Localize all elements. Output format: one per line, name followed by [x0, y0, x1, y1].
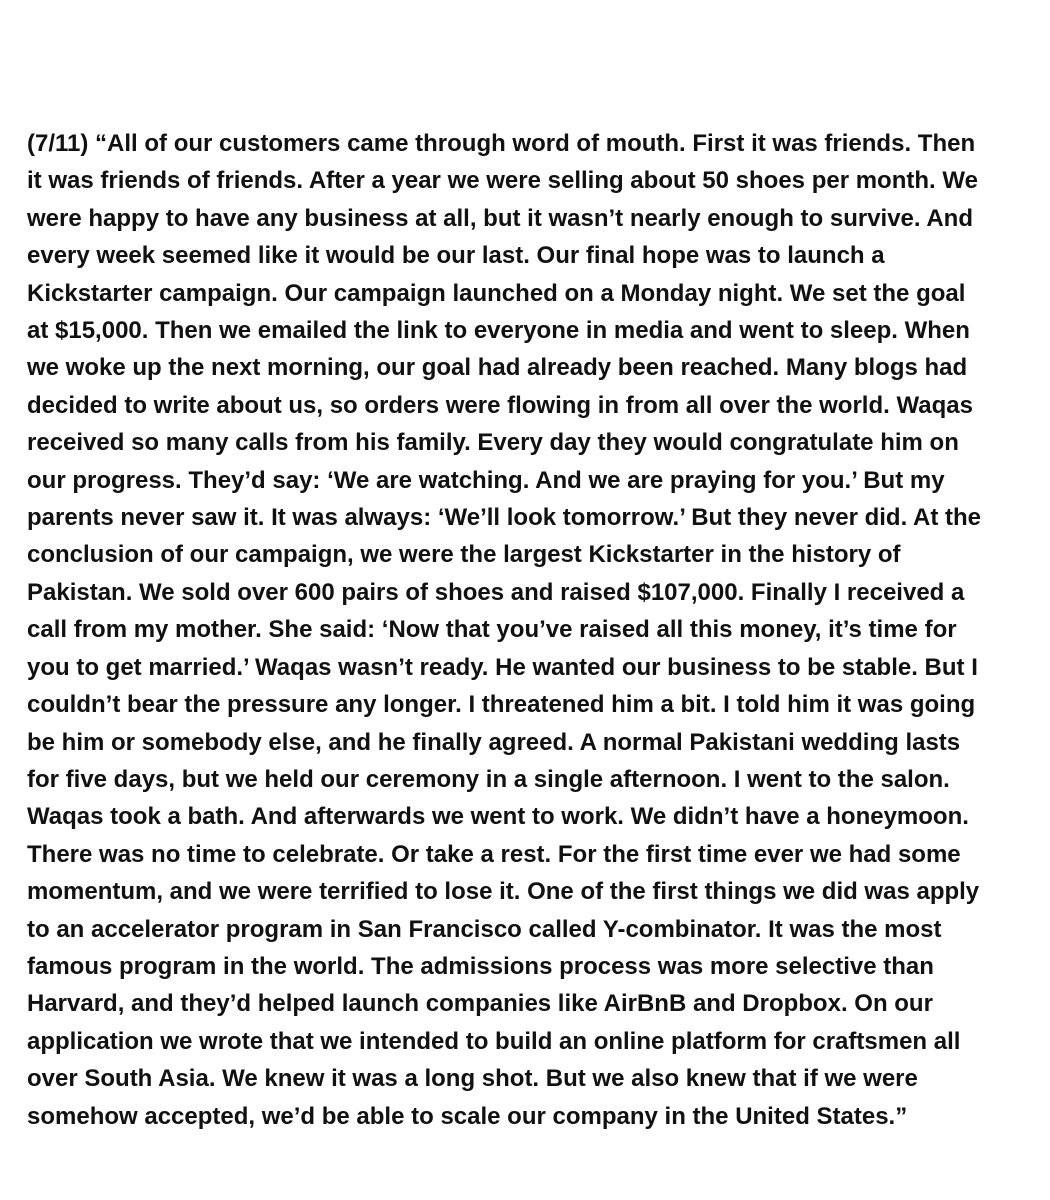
story-text: [27, 125, 1027, 1135]
story-line: parents never saw it. It was always: ‘We’ll look tomorrow.’ But they never did. At the: [27, 504, 982, 532]
story-line: There was no time to celebrate. Or take a rest. For the first time ever we had some: [27, 840, 961, 868]
story-line: were happy to have any business at all, but it wasn’t nearly enough to survive. And: [27, 204, 973, 232]
story-line: Harvard, and they’d helped launch companies like AirBnB and Dropbox. On our: [27, 990, 933, 1018]
story-line: conclusion of our campaign, we were the largest Kickstarter in the history of: [27, 541, 901, 569]
story-line: at $15,000. Then we emailed the link to everyone in media and went to sleep. When: [27, 317, 970, 345]
story-line: decided to write about us, so orders were flowing in from all over the world. Waqas: [27, 391, 973, 419]
story-line: for five days, but we held our ceremony in a single afternoon. I went to the salon.: [27, 765, 950, 793]
story-line: famous program in the world. The admissions process was more selective than: [27, 952, 934, 980]
story-line: Kickstarter campaign. Our campaign launched on a Monday night. We set the goal: [27, 279, 966, 307]
story-line: to an accelerator program in San Francisco called Y-combinator. It was the most: [27, 915, 942, 943]
story-line: (7/11) “All of our customers came through word of mouth. First it was friends. Then: [27, 130, 976, 157]
story-line: momentum, and we were terrified to lose it. One of the first things we did was apply: [27, 878, 980, 906]
story-line: our progress. They’d say: ‘We are watching. And we are praying for you.’ But my: [27, 466, 945, 494]
story-line: every week seemed like it would be our last. Our final hope was to launch a: [27, 242, 885, 270]
story-line: it was friends of friends. After a year we were selling about 50 shoes per month. We: [27, 167, 978, 195]
story-line: we woke up the next morning, our goal had already been reached. Many blogs had: [27, 354, 968, 382]
story-line: received so many calls from his family. Every day they would congratulate him on: [27, 429, 959, 457]
story-line: you to get married.’ Waqas wasn’t ready. He wanted our business to be stable. But I: [27, 653, 978, 681]
story-line: somehow accepted, we’d be able to scale our company in the United States.”: [27, 1102, 908, 1130]
story-line: be him or somebody else, and he finally agreed. A normal Pakistani wedding lasts: [27, 728, 961, 756]
story-line: over South Asia. We knew it was a long shot. But we also knew that if we were: [27, 1065, 918, 1093]
story-line: call from my mother. She said: ‘Now that you’ve raised all this money, it’s time for: [27, 616, 957, 644]
story-line: application we wrote that we intended to build an online platform for craftsmen all: [27, 1027, 961, 1055]
story-line: Waqas took a bath. And afterwards we went to work. We didn’t have a honeymoon.: [27, 803, 969, 831]
story-line: Pakistan. We sold over 600 pairs of shoes and raised $107,000. Finally I received a: [27, 578, 965, 606]
story-line: couldn’t bear the pressure any longer. I threatened him a bit. I told him it was going: [27, 691, 976, 719]
